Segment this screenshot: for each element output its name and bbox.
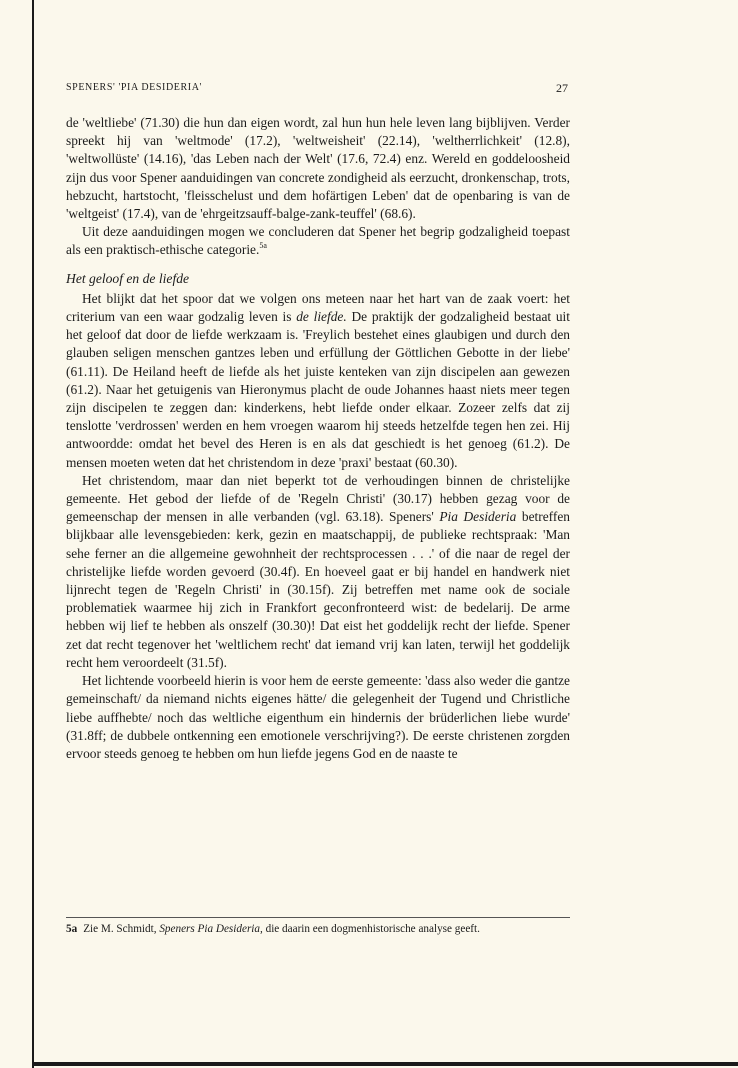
section-heading: Het geloof en de liefde [66,270,190,286]
scan-edge-bottom [32,1062,738,1066]
scan-edge-left [32,0,34,1068]
running-head [66,82,570,98]
footnote-title: Speners Pia Desideria, [159,923,263,935]
paragraph-3-text-a: Het blijkt dat het spoor dat we volgen ons meteen naar het hart van de zaak voert: het criterium van een waar godzalig leven is [66,290,570,325]
paragraph-4-emphasis: Pia Desideria [439,509,517,525]
paragraph-2-text: Uit deze aanduidingen mogen we concluderen dat Spener het begrip godzaligheid toepast als een praktisch-ethische categorie. [66,224,570,258]
footnote-divider [66,917,570,918]
paragraph-4 [66,472,570,672]
paragraph-3-emphasis: de liefde. [296,309,347,325]
footnote [66,922,570,936]
body-text [66,114,570,763]
paragraph-4-text-a: Het christendom, maar dan niet beperkt tot de verhoudingen binnen de christelijke gemeente. Het gebod der liefde of de 'Regeln Christi' (30.17) hebben gezag voor de gemeenschap der mensen in alle verbanden (vgl. 63.18). Speners' [66,472,570,525]
footnote-reference[interactable]: 5a [259,240,267,250]
page-number: 27 [556,81,568,95]
paragraph-2 [66,223,570,259]
paragraph-3 [66,290,570,472]
running-head-title: SPENERS' 'PIA DESIDERIA' [66,82,202,93]
footnote-text-a: Zie M. Schmidt, [83,923,160,935]
footnote-text-b: die daarin een dogmenhistorische analyse geeft. [262,923,480,935]
paragraph-4-text-b: betreffen blijkbaar alle levensgebieden: kerk, gezin en maatschappij, de publieke rechtspraak: 'Man sehe ferner an die allgemeine gewohnheit der rechtsprocessen . . .' of die naar de regel der christelijke liefde worden gevoerd (30.4f). En hoeveel gaat er bij handel en handwerk niet lijnrecht tegen de 'Regeln Christi' in (30.15f). Zij betreffen met name ook de sociale problematiek waarmee hij zich in Frankfort geconfronteerd wist: de bedelarij. De arme hebben wij lief te hebben als onszelf (30.30)! Dat eist het goddelijk recht der liefde. Spener zet dat recht tegenover het 'weltlichem recht' dat iemand vrij kan laten, terwijl het goddelijk recht hem veroordeelt (31.5f). [66,509,570,670]
paragraph-1: de 'weltliebe' (71.30) die hun dan eigen wordt, zal hun hun hele leven lang bijblijven. Verder spreekt hij van 'weltmode' (17.2), 'weltweisheit' (22.14), 'weltherrlichkeit' (12.8), 'weltwollüste' (14.16), 'das Leben nach der Welt' (17.6, 72.4) enz. Wereld en goddeloosheid zijn dus voor Spener aanduidingen van concrete zondigheid als eerzucht, dronkenschap, trots, hebzucht, hartstocht, 'fleisschelust und dem hofärtigen Leben' dat de openbaring is van de 'weltgeist' (17.4), van de 'ehrgeitzsauff-balge-zank-teuffel' (68.6). [66,115,570,222]
footnote-mark: 5a [66,923,78,935]
paragraph-3-text-b: De praktijk der godzaligheid bestaat uit het geloof dat door de liefde werkzaam is. 'Freylich bestehet eines glaubigen und durch den glauben seligen menschen gantzes leben und erfüllung der Göttlichen Gebotte in der liebe' (61.11). De Heiland heeft de liefde als het juiste kenteken van zijn discipelen aan gewezen (61.2). Naar het getuigenis van Hieronymus placht de oude Johannes haast niets meer tegen zijn discipelen te zeggen dan: kinderkens, hebt liefde onder elkaar. Zozeer zelfs dat zij tenslotte 'verdrossen' werden en hem vroegen waarom hij steeds hetzelfde tegen hen zei. Hij antwoordde: omdat het bevel des Heren is en als dat geschiedt is het genoeg (61.2). De mensen moeten weten dat het christendom in deze 'praxi' bestaat (60.30). [66,309,570,470]
paragraph-5: Het lichtende voorbeeld hierin is voor hem de eerste gemeente: 'dass also weder die gantze gemeinschaft/ da niemand nichts eigenes hätte/ die gelegenheit der Tugend und Christliche liebe auffhebte/ noch das weltliche eigenthum ein hindernis der brüderlichen liebe wurde' (31.8ff; de dubbele ontkenning een emotionele verschrijving?). De eerste christenen zorgden ervoor steeds genoeg te hebben om hun liefde jegens God en de naaste te [66,673,570,761]
